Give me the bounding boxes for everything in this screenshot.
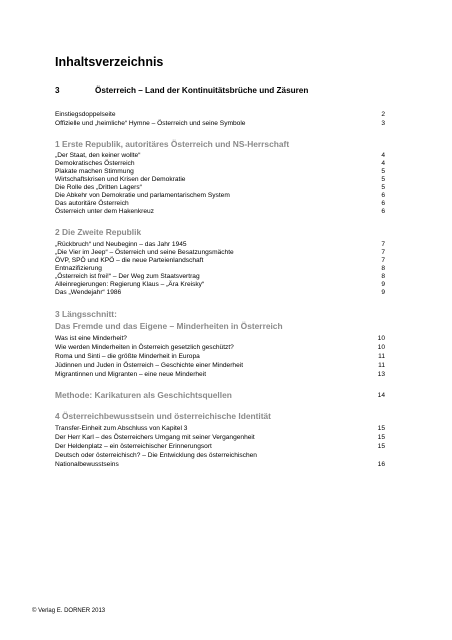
toc-entry-page: 14 xyxy=(377,392,385,399)
toc-entry-page: 15 xyxy=(377,434,385,441)
toc-entry-page: 16 xyxy=(377,461,385,468)
toc-entry-text: Das „Wendejahr“ 1986 xyxy=(55,289,122,296)
toc-entry-text: Alleinregierungen: Regierung Klaus – „Ära Kreisky“ xyxy=(55,281,205,288)
toc-entry-text: Offizielle und „heimliche“ Hymne – Österreich und seine Symbole xyxy=(55,120,246,127)
toc-entry-page: 10 xyxy=(377,344,385,351)
toc-entry-page: 5 xyxy=(381,168,385,175)
toc-entry-text: Jüdinnen und Juden in Österreich – Geschichte einer Minderheit xyxy=(55,362,244,369)
toc-entry-page: 5 xyxy=(381,176,385,183)
toc-entry-text: „Der Staat, den keiner wollte“ xyxy=(55,152,141,159)
toc-entry-page: 11 xyxy=(378,362,385,369)
toc-entry-page: 5 xyxy=(381,184,385,191)
chapter-title: Österreich – Land der Kontinuitätsbrüche und Zäsuren xyxy=(95,86,309,95)
toc-entry-page: 8 xyxy=(381,273,385,280)
toc-entry-text: Plakate machen Stimmung xyxy=(55,168,134,175)
toc-entry-text: „Die Vier im Jeep“ – Österreich und seine Besatzungsmächte xyxy=(55,249,234,256)
toc-entry-text: Das autoritäre Österreich xyxy=(55,200,129,207)
toc-entry[interactable] xyxy=(55,343,385,352)
toc-entry[interactable] xyxy=(55,352,385,361)
toc-entry[interactable] xyxy=(55,460,385,469)
section-heading: 3 Längsschnitt: xyxy=(55,309,117,319)
toc-entry-page: 6 xyxy=(381,208,385,215)
toc-entry-text: Deutsch oder österreichisch? – Die Entwicklung des österreichischen xyxy=(55,452,257,459)
toc-entry[interactable] xyxy=(55,442,385,451)
page-title: Inhaltsverzeichnis xyxy=(55,55,164,69)
toc-entry-text: Österreich unter dem Hakenkreuz xyxy=(55,208,154,215)
toc-entry-text: Die Abkehr von Demokratie und parlamentarischem System xyxy=(55,192,230,199)
section-subheading: Das Fremde und das Eigene – Minderheiten in Österreich xyxy=(55,321,283,331)
chapter-number: 3 xyxy=(55,86,60,95)
toc-entry-page: 3 xyxy=(381,120,385,127)
toc-entry[interactable] xyxy=(55,451,385,460)
toc-entry-text: „Österreich ist frei!“ – Der Weg zum Staatsvertrag xyxy=(55,273,200,280)
toc-entry-text: ÖVP, SPÖ und KPÖ – die neue Parteienlandschaft xyxy=(55,257,204,264)
section-heading: 2 Die Zweite Republik xyxy=(55,227,142,237)
section-heading-methode[interactable] xyxy=(55,390,385,400)
toc-entry-text: Demokratisches Österreich xyxy=(55,160,135,167)
toc-entry-text: Die Rolle des „Dritten Lagers“ xyxy=(55,184,142,191)
toc-entry[interactable] xyxy=(55,334,385,343)
toc-entry-text: Migrantinnen und Migranten – eine neue Minderheit xyxy=(55,371,207,378)
toc-entry-page: 6 xyxy=(381,192,385,199)
toc-entry-text: Der Heldenplatz – ein österreichischer Erinnerungsort xyxy=(55,443,212,450)
toc-entry[interactable] xyxy=(55,433,385,442)
toc-entry-page: 15 xyxy=(377,425,385,432)
footer-copyright: © Verlag E. DORNER 2013 xyxy=(32,608,106,614)
toc-entry[interactable] xyxy=(55,119,385,128)
chapter-heading xyxy=(55,86,395,95)
toc-entry-page: 11 xyxy=(378,353,385,360)
toc-entry-text: Was ist eine Minderheit? xyxy=(55,335,127,342)
toc-entry-page: 7 xyxy=(381,241,385,248)
toc-entry-text: „Rückbruch“ und Neubeginn – das Jahr 1945 xyxy=(55,241,187,248)
toc-entry-page: 7 xyxy=(381,249,385,256)
toc-entry-page: 8 xyxy=(381,265,385,272)
toc-entry-page: 2 xyxy=(381,111,385,118)
toc-entry-text: Wirtschaftskrisen und Krisen der Demokratie xyxy=(55,176,186,183)
toc-entry-text: Transfer-Einheit zum Abschluss von Kapitel 3 xyxy=(55,425,188,432)
toc-entry-page: 6 xyxy=(381,200,385,207)
section-heading: 4 Österreichbewusstsein und österreichische Identität xyxy=(55,411,271,421)
toc-entry-page: 15 xyxy=(377,443,385,450)
toc-entry-page: 13 xyxy=(377,371,385,378)
toc-entry[interactable] xyxy=(55,288,385,297)
toc-entry-text: Nationalbewusstseins xyxy=(55,461,119,468)
toc-entry-text: Entnazifizierung xyxy=(55,265,102,272)
toc-entry[interactable] xyxy=(55,110,385,119)
toc-entry-page: 9 xyxy=(381,289,385,296)
toc-entry-page: 4 xyxy=(381,152,385,159)
toc-entry[interactable] xyxy=(55,424,385,433)
toc-entry-text: Der Herr Karl – des Österreichers Umgang mit seiner Vergangenheit xyxy=(55,434,255,441)
toc-entry[interactable] xyxy=(55,207,385,216)
toc-entry-page: 7 xyxy=(381,257,385,264)
toc-entry-text: Roma und Sinti – die größte Minderheit in Europa xyxy=(55,353,200,360)
section-heading: 1 Erste Republik, autoritäres Österreich und NS-Herrschaft xyxy=(55,139,290,149)
toc-entry[interactable] xyxy=(55,361,385,370)
toc-entry-page: 10 xyxy=(377,335,385,342)
section-heading-text: Methode: Karikaturen als Geschichtsquellen xyxy=(55,390,232,400)
toc-entry-page: 4 xyxy=(381,160,385,167)
toc-entry-page: 9 xyxy=(381,281,385,288)
toc-entry-text: Einstiegsdoppelseite xyxy=(55,111,116,118)
toc-entry-text: Wie werden Minderheiten in Österreich gesetzlich geschützt? xyxy=(55,344,234,351)
toc-entry[interactable] xyxy=(55,370,385,379)
